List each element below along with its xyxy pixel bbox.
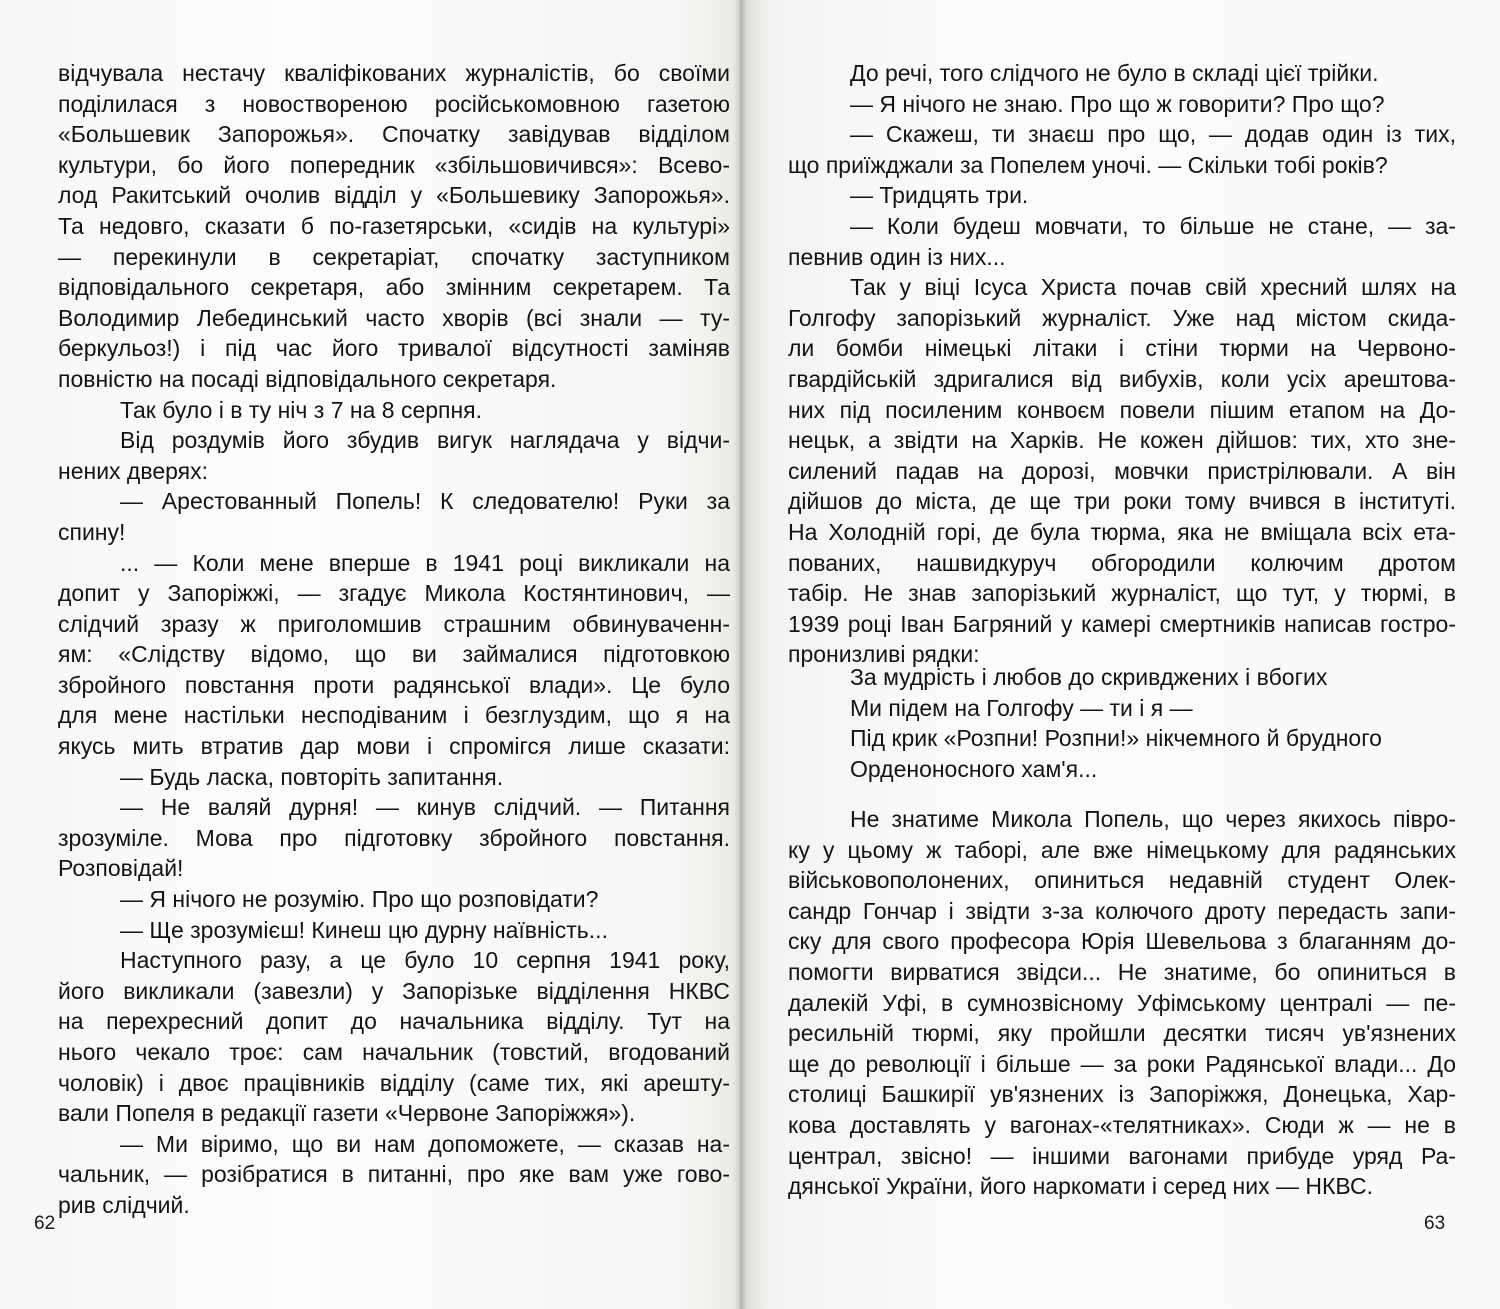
text-line: лод Ракитський очолив відділ у «Большевику Запорожья». (58, 182, 730, 209)
text-line: помогти вирватися звідси... Не знатиме, бо опиниться в (788, 958, 1456, 985)
text-line: 1939 році Іван Багряний у камері смертників написав гостро- (788, 610, 1456, 637)
text-line: для мене настільки несподіваним і безглуздим, що я на (58, 702, 730, 729)
text-line: Так було і в ту ніч з 7 на 8 серпня. (120, 396, 483, 423)
text-line: Не знатиме Микола Попель, що через якихось півро- (850, 806, 1456, 832)
text-line: — Коли будеш мовчати, то більше не стане, — за- (850, 212, 1456, 239)
left-page-text (58, 58, 730, 1221)
text-line: нецьк, а звідти на Харків. Не кожен дійшов: тих, хто зне- (788, 427, 1456, 454)
page-number-left: 62 (34, 1213, 56, 1234)
text-line: ... — Коли мене вперше в 1941 році викликали на (120, 549, 730, 576)
text-line: відповідального секретаря, або змінним секретарем. Та (58, 274, 730, 301)
text-line: військовополонених, опиниться недавній студент Олек- (788, 867, 1456, 894)
text-line: кова доставлять у вагонах-«телятниках». Сюди ж — не в (788, 1111, 1456, 1138)
text-line: на перехресний допит до начальника відділу. Тут на (58, 1008, 730, 1035)
text-line: — Ще зрозумієш! Кинеш цю дурну наївність... (120, 916, 608, 943)
poem-line: Під крик «Розпни! Розпни!» нікчемного й брудного (850, 725, 1382, 752)
text-line: — Я нічого не знаю. Про що ж говорити? Про що? (850, 90, 1385, 117)
text-line: — Будь ласка, повторіть запитання. (120, 763, 504, 790)
text-line: сандр Гончар і звідти з-за колючого дроту передасть запи- (788, 897, 1456, 924)
text-line: поділилася з новоствореною російськомовною газетою (58, 90, 730, 117)
text-line: слідчий зразу ж приголомшив страшним обвинуваченн- (58, 610, 730, 637)
text-line: якусь мить втратив дар мови і спромігся лише сказати: (58, 733, 730, 760)
text-line: — Ми віримо, що ви нам допоможете, — сказав на- (120, 1130, 730, 1157)
text-line: Так у віці Ісуса Христа почав свій хресний шлях на (850, 274, 1456, 301)
text-line: культури, бо його попередник «збільшовичився»: Всево- (58, 151, 730, 178)
text-line: Та недовго, сказати б по-газетярськи, «сидів на культурі» (58, 212, 730, 239)
text-line: ку у цьому ж таборі, але вже німецькому для радянських (788, 836, 1456, 863)
text-line: Наступного разу, а це було 10 серпня 1941 року, (120, 947, 730, 974)
text-line: Від роздумів його збудив вигук наглядача у відчи- (120, 427, 730, 454)
text-line: ресильній тюрмі, яку пройшли десятки тисяч ув'язнених (788, 1020, 1456, 1047)
page-number-right: 63 (1424, 1213, 1446, 1234)
text-line: — Тридцять три. (850, 182, 1029, 209)
text-line: До речі, того слідчого не було в складі цієї трійки. (850, 60, 1379, 86)
text-line: централ, звісно! — іншими вагонами прибуде уряд Ра- (788, 1142, 1456, 1169)
text-line: Розповідай! (58, 855, 184, 882)
text-line: нього чекало троє: сам начальник (товстий, вгодований (58, 1039, 730, 1065)
text-line: нених дверях: (58, 457, 208, 484)
text-line: далекій Уфі, в сумнозвісному Уфімському централі — пе- (788, 989, 1456, 1016)
poem-line: Орденоносного хам'я... (850, 755, 1098, 782)
text-line: На Холодній горі, де була тюрма, яка не вміщала всіх ета- (788, 518, 1456, 545)
text-line: беркульоз!) і під час його тривалої відсутності заміняв (58, 335, 730, 362)
text-line: них під посиленим конвоєм повели пішим етапом на До- (788, 396, 1456, 423)
text-line: — перекинули в секретаріат, спочатку заступником (58, 243, 730, 270)
text-line: зрозуміле. Мова про підготовку збройного повстання. (58, 824, 730, 851)
text-line: чальник, — розібратися в питанні, про яке вам уже гово- (58, 1161, 730, 1188)
text-line: — Я нічого не розумію. Про що розповідати? (120, 886, 599, 913)
text-line: гвардійській здригалися від вибухів, коли усіх арештова- (788, 365, 1456, 392)
text-line: ще до революції і більше — за роки Радянської влади... До (788, 1050, 1456, 1077)
text-line: допит у Запоріжжі, — згадує Микола Костянтинович, — (58, 580, 730, 607)
text-line: певнив один із них... (788, 243, 1006, 270)
text-line: повністю на посаді відповідального секретаря. (58, 365, 557, 392)
poem-line: Ми підем на Голгофу — ти і я — (850, 694, 1193, 721)
text-line: дійшов до міста, де ще три роки тому вчився в інституті. (788, 488, 1456, 515)
text-line: ли бомби німецькі літаки і стіни тюрми на Червоно- (788, 335, 1456, 362)
right-page-text-bottom (788, 804, 1456, 1202)
book-gutter (733, 0, 747, 1309)
text-line: пронизливі рядки: (788, 641, 980, 668)
text-line: силений падав на дорозі, мовчки пристрілювали. А він (788, 457, 1456, 484)
text-line: чоловік) і двоє працівників відділу (саме тих, які арешту- (58, 1069, 730, 1096)
text-line: столиці Башкирії ув'язнених із Запоріжжя, Донецька, Хар- (788, 1081, 1456, 1108)
text-line: відчувала нестачу кваліфікованих журналістів, бо своїми (58, 60, 730, 86)
text-line: що приїжджали за Попелем уночі. — Скільки тобі років? (788, 151, 1388, 178)
text-line: ску для свого професора Юрія Шевельова з благанням до- (788, 928, 1456, 955)
text-line: ям: «Слідству відомо, що ви займалися підготовкою (58, 641, 730, 668)
text-line: вали Попеля в редакції газети «Червоне Запоріжжя»). (58, 1100, 636, 1127)
text-line: — Скажеш, ти знаєш про що, — додав один із тих, (850, 121, 1456, 148)
right-page-text-top (788, 58, 1456, 670)
text-line: Голгофу запорізький журналіст. Уже над містом скида- (788, 304, 1456, 331)
text-line: дянської України, його наркомати і серед них — НКВС. (788, 1173, 1373, 1200)
text-line: спину! (58, 518, 126, 545)
text-line: Володимир Лебединський часто хворів (всі знали — ту- (58, 304, 730, 331)
text-line: пованих, нашвидкуруч обгородили колючим дротом (788, 549, 1456, 576)
text-line: табір. Не знав запорізький журналіст, що тут, у тюрмі, в (788, 580, 1456, 607)
text-line: — Арестованный Попель! К следователю! Руки за (120, 488, 730, 515)
poem-line: За мудрість і любов до скривджених і вбогих (850, 664, 1328, 690)
left-page (0, 0, 740, 1309)
text-line: — Не валяй дурня! — кинув слідчий. — Питання (120, 794, 730, 821)
poem-quote (850, 662, 1470, 784)
text-line: його викликали (завезли) у Запорізьке відділення НКВС (58, 977, 730, 1004)
text-line: збройного повстання проти радянської влади». Це було (58, 671, 730, 698)
text-line: рив слідчий. (58, 1191, 190, 1218)
right-page (740, 0, 1500, 1309)
text-line: «Большевик Запорожья». Спочатку завідував відділом (58, 121, 730, 148)
